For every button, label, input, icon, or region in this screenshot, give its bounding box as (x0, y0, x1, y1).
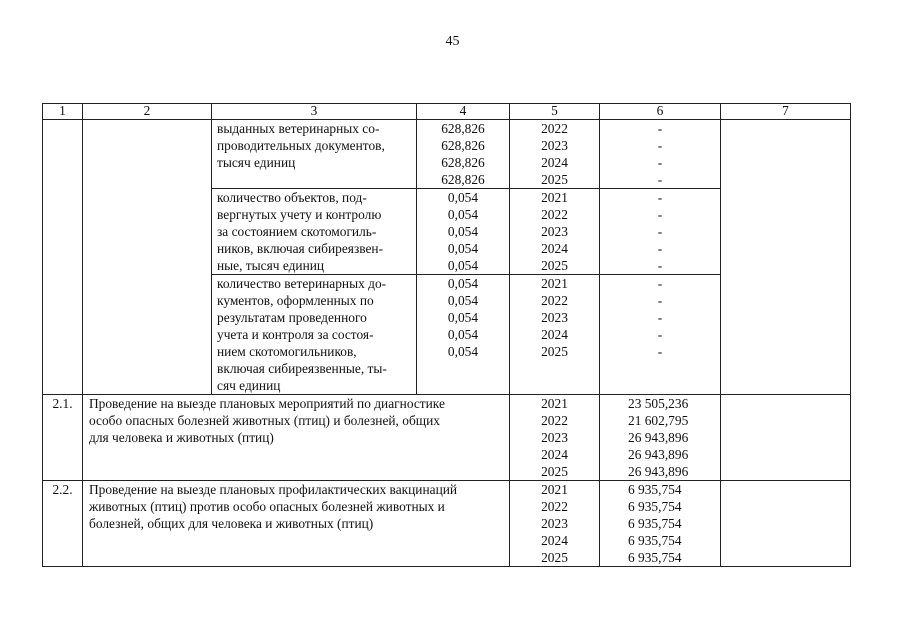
measure-years: 2021 2022 2023 2024 2025 (510, 481, 600, 567)
empty-cell-col7 (721, 120, 851, 395)
header-col-3: 3 (212, 104, 417, 120)
indicator-row (43, 120, 851, 189)
measure-amounts: 23 505,236 21 602,795 26 943,896 26 943,896 26 943,896 (600, 395, 721, 481)
measure-row (43, 395, 851, 481)
indicator-text: выданных ветеринарных со- проводительных документов, тысяч единиц (212, 120, 417, 189)
indicator-values: 628,826 628,826 628,826 628,826 (417, 120, 510, 189)
header-col-5: 5 (510, 104, 600, 120)
indicator-col6: - - - - - (600, 275, 721, 395)
measure-index: 2.1. (43, 395, 83, 481)
measure-years: 2021 2022 2023 2024 2025 (510, 395, 600, 481)
header-col-1: 1 (43, 104, 83, 120)
indicator-text: количество объектов, под- вергнутых учету и контролю за состоянием скотомогиль- ников, включая сибиреязвен- ные, тысяч единиц (212, 189, 417, 275)
header-row (43, 104, 851, 120)
header-col-4: 4 (417, 104, 510, 120)
indicator-values: 0,054 0,054 0,054 0,054 0,054 (417, 189, 510, 275)
indicator-col6: - - - - - (600, 189, 721, 275)
indicator-years: 2021 2022 2023 2024 2025 (510, 189, 600, 275)
program-table (42, 103, 851, 567)
header-col-7: 7 (721, 104, 851, 120)
indicator-years: 2022 2023 2024 2025 (510, 120, 600, 189)
indicator-values: 0,054 0,054 0,054 0,054 0,054 (417, 275, 510, 395)
page-number: 45 (445, 34, 460, 49)
header-col-6: 6 (600, 104, 721, 120)
header-col-2: 2 (83, 104, 212, 120)
indicator-text: количество ветеринарных до- кументов, оформленных по результатам проведенного учета и контроля за состоя- нием скотомогильников, включая сибиреязвенные, ты- сяч единиц (212, 275, 417, 395)
empty-cell-col7 (721, 481, 851, 567)
empty-cell-col2 (83, 120, 212, 395)
empty-cell-col7 (721, 395, 851, 481)
measure-index: 2.2. (43, 481, 83, 567)
measure-description: Проведение на выезде плановых мероприятий по диагностике особо опасных болезней животных (птиц) и болезней, общих для человека и животных (птиц) (83, 395, 510, 481)
measure-row (43, 481, 851, 567)
measure-amounts: 6 935,754 6 935,754 6 935,754 6 935,754 6 935,754 (600, 481, 721, 567)
indicator-col6: - - - - (600, 120, 721, 189)
empty-cell-col1 (43, 120, 83, 395)
measure-description: Проведение на выезде плановых профилактических вакцинаций животных (птиц) против особо опасных болезней животных и болезней, общих для человека и животных (птиц) (83, 481, 510, 567)
indicator-years: 2021 2022 2023 2024 2025 (510, 275, 600, 395)
